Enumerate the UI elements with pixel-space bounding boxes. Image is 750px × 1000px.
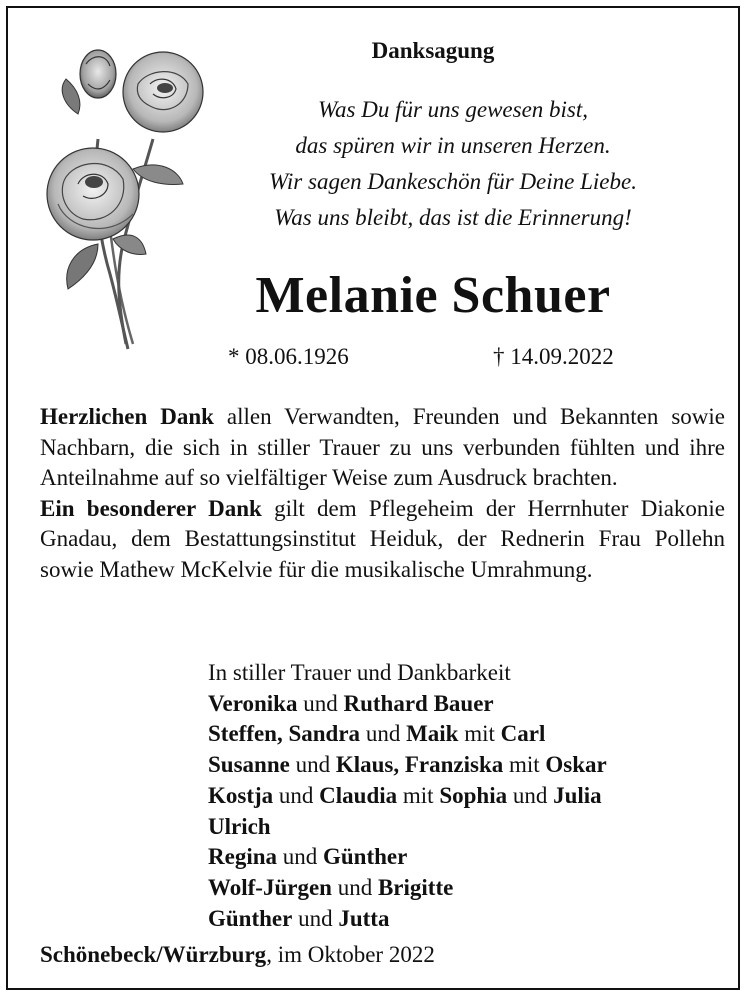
mourner-name: Susanne bbox=[208, 752, 290, 778]
mourner-name: Kostja bbox=[208, 782, 274, 808]
mourner-name: Günther bbox=[208, 905, 293, 931]
mourners-list bbox=[208, 658, 607, 934]
heading-danksagung: Danksagung bbox=[371, 38, 495, 63]
mourner-name: Steffen, Sandra bbox=[208, 721, 361, 747]
mourner-row bbox=[208, 842, 607, 873]
thanks-paragraph-2 bbox=[40, 494, 725, 586]
mourner-name: Carl bbox=[500, 721, 546, 747]
mourner-name: Ulrich bbox=[208, 813, 271, 839]
connector: und bbox=[297, 690, 344, 716]
poem-line: das spüren wir in unseren Herzen. bbox=[295, 133, 611, 158]
connector: und bbox=[360, 721, 407, 747]
mourners-intro: In stiller Trauer und Dankbarkeit bbox=[208, 660, 511, 685]
thanks-line: Frau Pollehn sowie Mathew McKelvie für die musikalische bbox=[40, 526, 725, 582]
mourner-row bbox=[208, 873, 607, 904]
thanks-line: Ausdruck brachten. bbox=[437, 465, 618, 490]
signoff-date: , im Oktober 2022 bbox=[266, 942, 435, 967]
connector: mit bbox=[503, 752, 546, 778]
death-date: † 14.09.2022 bbox=[493, 344, 614, 369]
connector: mit bbox=[458, 721, 501, 747]
poem-line: Wir sagen Dankeschön für Deine Liebe. bbox=[269, 169, 637, 194]
mourner-row bbox=[208, 750, 607, 781]
thanks-line: gilt dem Pflegeheim der Herrnhuter bbox=[261, 495, 629, 521]
poem bbox=[208, 92, 698, 236]
mourner-name: Oskar bbox=[545, 752, 607, 778]
signoff bbox=[40, 942, 435, 968]
mourner-name: Jutta bbox=[338, 905, 390, 931]
mourner-name: Regina bbox=[208, 844, 277, 870]
connector: und bbox=[289, 752, 336, 778]
rose-bouquet-illustration bbox=[38, 44, 213, 354]
thanks-line: fühlten und ihre Anteilnahme auf so vielfältiger Weise zum bbox=[40, 434, 726, 490]
thanks-line: Diakonie Gnadau, dem Bestattungsinstitut Heiduk, der Rednerin bbox=[40, 495, 726, 551]
mourner-name: Veronika bbox=[208, 690, 298, 716]
thanks-bold: Ein besonderer Dank bbox=[40, 495, 262, 521]
signoff-place: Schönebeck/Würzburg bbox=[40, 942, 267, 967]
obituary-frame bbox=[6, 6, 740, 990]
mourner-row bbox=[208, 719, 607, 750]
poem-line: Was uns bleibt, das ist die Erinnerung! bbox=[274, 205, 632, 230]
mourner-name: Wolf-Jürgen bbox=[208, 874, 332, 900]
mourner-name: Claudia bbox=[319, 782, 398, 808]
thanks-line: sowie Nachbarn, die sich in stiller Trauer zu uns verbunden bbox=[40, 404, 725, 460]
thanks-line: allen Verwandten, Freunden und Bekannten bbox=[213, 404, 659, 429]
mourner-name: Julia bbox=[553, 782, 602, 808]
thanks-text bbox=[40, 402, 725, 585]
connector: und bbox=[507, 782, 554, 808]
thanks-bold: Herzlichen Dank bbox=[40, 404, 214, 429]
deceased-name: Melanie Schuer bbox=[255, 267, 611, 324]
connector: und bbox=[273, 782, 320, 808]
mourner-name: Günther bbox=[323, 844, 408, 870]
connector: und bbox=[292, 905, 339, 931]
connector: und bbox=[277, 844, 323, 870]
mourner-row bbox=[208, 781, 607, 812]
mourner-name: Brigitte bbox=[377, 874, 454, 900]
mourner-name: Ruthard Bauer bbox=[343, 690, 494, 716]
connector: mit bbox=[397, 782, 440, 808]
mourner-row bbox=[208, 904, 607, 935]
thanks-line: Umrahmung. bbox=[470, 556, 593, 582]
poem-line: Was Du für uns gewesen bist, bbox=[317, 97, 589, 122]
mourner-name: Maik bbox=[406, 721, 459, 747]
mourner-row bbox=[208, 689, 607, 720]
connector: und bbox=[331, 874, 378, 900]
mourner-name: Sophia bbox=[439, 782, 508, 808]
mourner-name: Klaus, Franziska bbox=[335, 752, 504, 778]
thanks-paragraph-1 bbox=[40, 402, 725, 494]
mourner-row bbox=[208, 812, 607, 843]
birth-date: * 08.06.1926 bbox=[228, 344, 349, 369]
